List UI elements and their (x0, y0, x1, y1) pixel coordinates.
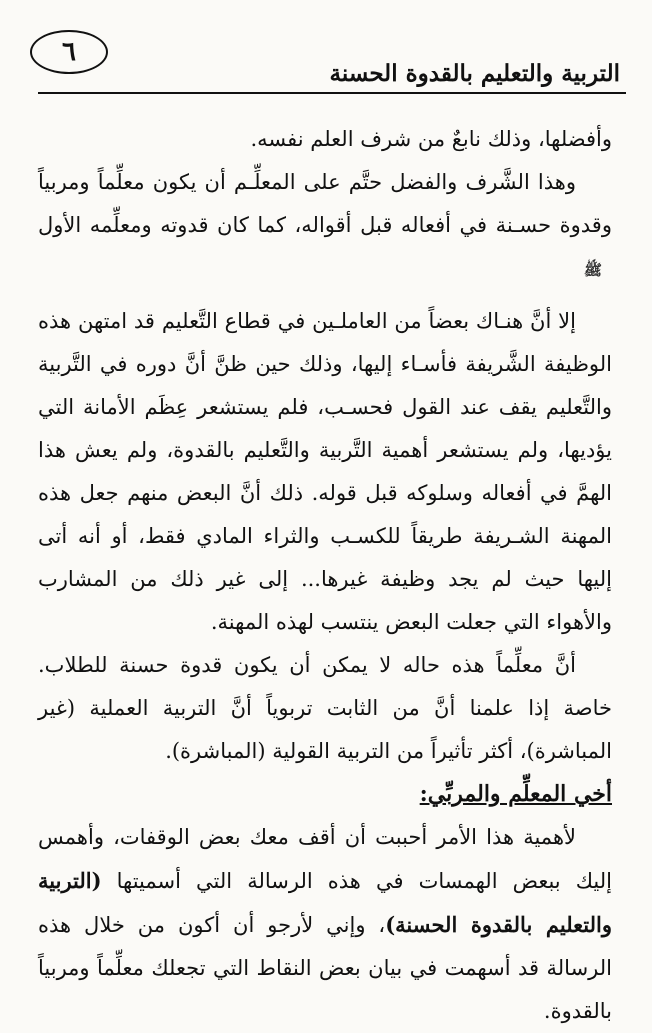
page-header (30, 28, 626, 90)
booklet-title: (التربية والتعليم بالقدوة الحسنة) (38, 868, 612, 937)
paragraph-5 (38, 816, 612, 1033)
page-number: ٦ (30, 30, 108, 74)
header-rule (38, 92, 626, 94)
running-title: التربية والتعليم بالقدوة الحسنة (329, 60, 620, 87)
honorific-symbol: ﷺ (583, 261, 602, 279)
paragraph-2 (38, 161, 612, 292)
paragraph-3: إلا أنَّ هنـاك بعضاً من العاملـين في قطاع التَّعليم قد امتهن هذه الوظيفة الشَّريفة فأسـاء إليها، وذلك حين ظنَّ أنَّ دوره في التَّربية والتَّعليم يقف عند القول فحسـب، فلم يستشعر عِظَم الأمانة التي يؤديها، ولم يستشعر أهمية التَّربية والتَّعليم بالقدوة، ولم يعش هذا الهمَّ في أفعاله وسلوكه قبل قوله. ذلك أنَّ البعض منهم جعل هذه المهنة الشـريفة طريقاً للكسـب والثراء المادي فقط، أو أنه أتى إليها حيث لم يجد وظيفة غيرها... إلى غير ذلك من المشارب والأهواء التي جعلت البعض ينتسب لهذه المهنة. (38, 309, 612, 634)
paragraph-5-text-b: ، وإني لأرجو أن أكون من خلال هذه الرسالة قد أسهمت في بيان بعض النقاط التي تجعلك معلِّماً ومربياً بالقدوة. (38, 913, 612, 1023)
paragraph-2-text: وهذا الشَّرف والفضل حتَّم على المعلِّـم أن يكون معلِّماً ومربياً وقدوة حسـنة في أفعاله قبل أقواله، كما كان قدوته ومعلِّمه الأول (38, 170, 612, 237)
page-body (38, 118, 612, 1033)
section-heading: أخي المعلِّم والمربِّي: (419, 781, 612, 807)
paragraph-5-text-a: لأهمية هذا الأمر أحببت أن أقف معك بعض الوقفات، وأهمس إليك ببعض الهمسات في هذه الرسالة التي أسميتها (38, 825, 612, 893)
paragraph-4: أنَّ معلِّماً هذه حاله لا يمكن أن يكون قدوة حسنة للطلاب. خاصة إذا علمنا أنَّ من الثابت تربوياً أنَّ التربية العملية (غير المباشرة)، أكثر تأثيراً من التربية القولية (المباشرة). (38, 653, 612, 763)
paragraph-1: وأفضلها، وذلك نابعٌ من شرف العلم نفسه. (250, 127, 612, 151)
